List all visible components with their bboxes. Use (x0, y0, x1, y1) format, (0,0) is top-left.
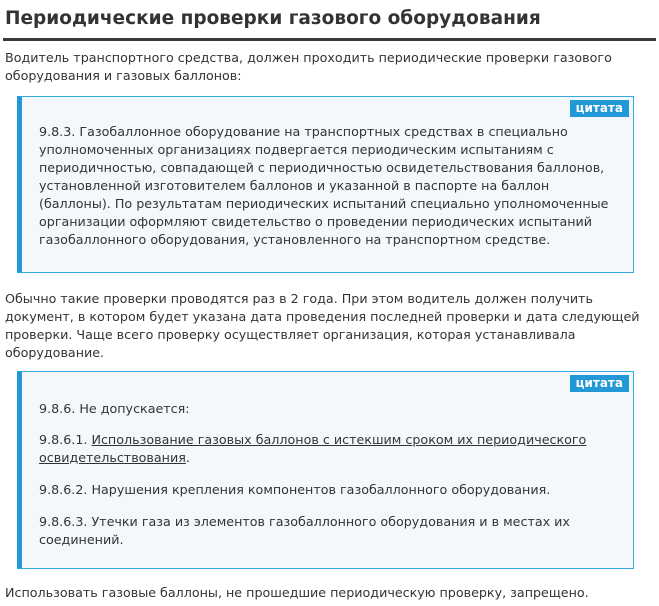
section-header (0, 0, 659, 42)
quote-block-1 (17, 96, 634, 273)
quote-block-2 (17, 371, 634, 569)
footer-paragraph: Использовать газовые баллоны, не прошедшие периодическую проверку, запрещено. (5, 585, 589, 600)
quote-badge: цитата (570, 100, 629, 117)
page-title: Периодические проверки газового оборудования (5, 8, 541, 29)
item-9-8-6: 9.8.6. Не допускается: (39, 401, 190, 416)
middle-paragraph: Обычно такие проверки проводятся раз в 2 года. При этом водитель должен получить документ, в котором будет указана дата проведения последней проверки и дата следующей проверки. Чаще всего проверку осуществляет организация, которая устанавливала оборудование. (5, 291, 640, 360)
item-9-8-6-1-number: 9.8.6.1. (39, 432, 88, 447)
item-9-8-6-1 (39, 431, 624, 467)
expired-cylinders-link[interactable]: Использование газовых баллонов с истекшим сроком их периодического освидетельствования (39, 432, 587, 465)
title-underline (3, 38, 656, 41)
quote-text-983: 9.8.3. Газобаллонное оборудование на транспортных средствах в специально уполномоченных организациях подвергается периодическим испытаниям с периодичностью, совпадающей с периодичностью освидетельствования баллонов, установленной изготовителем баллонов и указанной в паспорте на баллон (баллоны). По результатам периодических испытаний специально уполномоченные организации оформляют свидетельство о проведении периодических испытаний газобаллонного оборудования, установленного на транспортном средстве. (39, 124, 609, 247)
intro-paragraph: Водитель транспортного средства, должен проходить периодические проверки газового оборудования и газовых баллонов: (5, 50, 612, 83)
quote-badge: цитата (570, 375, 629, 392)
item-9-8-6-1-period: . (185, 450, 190, 465)
item-9-8-6-3: 9.8.6.3. Утечки газа из элементов газобаллонного оборудования и в местах их соединений. (39, 514, 570, 547)
item-9-8-6-2: 9.8.6.2. Нарушения крепления компонентов газобаллонного оборудования. (39, 482, 551, 497)
